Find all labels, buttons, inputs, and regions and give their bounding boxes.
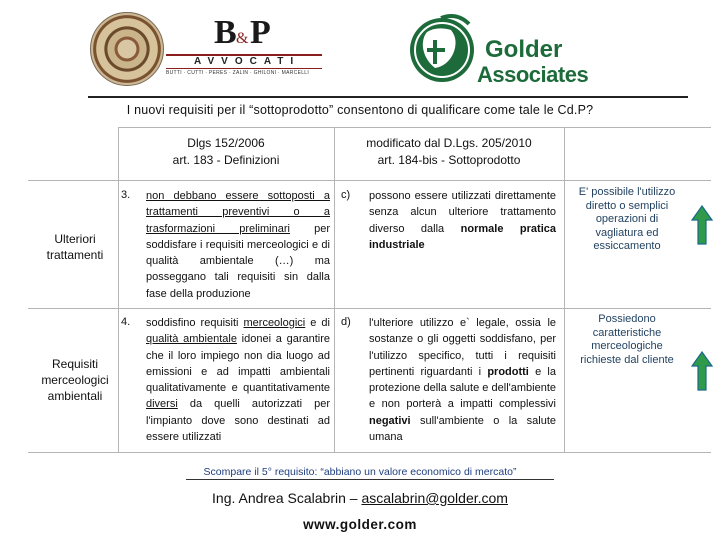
header-old-law <box>118 135 334 169</box>
old-text-underlined: non debbano essere sottoposti a trattamenti preventivi o a trasformazioni preliminari <box>146 190 330 235</box>
header-new-line1: modificato dal D.Lgs. 205/2010 <box>366 136 532 150</box>
bp-brand-p: P <box>250 14 271 51</box>
old-text-underlined: qualità ambientale <box>146 333 237 346</box>
bp-avvocati-logo <box>90 10 322 86</box>
bp-brand-and: & <box>236 30 249 47</box>
old-text: idonei a garantire che il loro impiego non dia luogo ad emissioni e ad impatti ambientali qualitativamente e quantitativamente <box>146 333 330 395</box>
new-text: possono essere utilizzati direttamente senza alcun ulteriore trattamento diverso dalla <box>369 190 556 235</box>
header-new-law <box>334 135 564 169</box>
new-text-bold: prodotti <box>487 365 529 378</box>
bp-partners: BUTTI · CUTTI · PERES · ZALIN · GHILONI · MARCELLI <box>166 70 310 76</box>
table-line <box>28 452 711 453</box>
old-text: da quelli autorizzati per l'impianto dove sono destinati ad essere utilizzati <box>146 398 330 444</box>
header-new-line2: art. 184-bis - Sottoprodotto <box>377 153 521 167</box>
new-marker: d) <box>341 316 351 328</box>
globe-icon <box>407 10 477 88</box>
footnote: Scompare il 5° requisito: “abbiano un valore economico di mercato” <box>203 466 517 478</box>
bp-subtitle: AVVOCATI <box>194 56 301 67</box>
old-text: soddisfino requisiti <box>146 317 244 329</box>
old-text-underlined: diversi <box>146 398 178 411</box>
table-line <box>564 127 565 453</box>
table-line <box>28 180 711 181</box>
old-text: per soddisfare i requisiti merceologici e di qualità ambientale (…) ma posseggano tali requisiti sin dalla fase della produzione <box>146 222 330 300</box>
new-text: l'ulteriore utilizzo e` legale, ossia le sostanze o gli oggetti soddisfano, per l'utilizzo specifico, tutti i requisiti pertinenti riguardanti i <box>369 317 556 378</box>
row-number: 3. <box>121 189 131 201</box>
row-label: Requisiti merceologici ambientali <box>41 357 109 403</box>
table-line <box>118 127 711 128</box>
table-line <box>334 127 335 453</box>
seal-icon <box>90 12 164 86</box>
table-line <box>28 308 711 309</box>
new-requirement-text <box>369 315 556 445</box>
new-text: sull'ambiente o la salute umana <box>369 414 556 444</box>
note-text: Possiedono caratteristiche merceologiche richieste dal cliente <box>580 313 674 366</box>
row-label: Ulteriori trattamenti <box>46 232 104 262</box>
bp-brand-b: B <box>214 14 236 51</box>
table-line <box>118 127 119 453</box>
golder-word: Golder <box>485 36 563 63</box>
old-text: e di <box>305 317 330 329</box>
row-number: 4. <box>121 316 131 328</box>
note-text: E' possibile l'utilizzo diretto o semplici operazioni di vagliatura ed essiccamento <box>578 186 676 252</box>
arrow-up-icon <box>691 205 713 245</box>
new-text-bold: negativi <box>369 414 411 427</box>
header-old-line2: art. 183 - Definizioni <box>172 153 280 167</box>
contact-name: Ing. Andrea Scalabrin – <box>212 490 362 506</box>
header-old-line1: Dlgs 152/2006 <box>187 136 265 150</box>
footnote-rule <box>186 479 554 480</box>
new-text-bold: normale pratica industriale <box>369 222 556 251</box>
new-requirement-text <box>369 188 556 253</box>
contact-email-link[interactable]: ascalabrin@golder.com <box>361 490 508 506</box>
website-link[interactable]: www.golder.com <box>303 517 417 532</box>
old-requirement-text <box>146 315 330 445</box>
header-rule <box>88 96 688 98</box>
old-text-underlined: merceologici <box>243 317 306 329</box>
golder-associates-logo <box>407 10 589 90</box>
bp-rule <box>166 68 322 69</box>
contact-line <box>0 490 720 506</box>
comparison-table <box>28 127 711 453</box>
new-text: e la protezione della salute e dell'ambiente e non porterà a impatti complessivi <box>369 365 556 411</box>
page-title: I nuovi requisiti per il “sottoprodotto” consentono di qualificare come tale le Cd.P? <box>126 103 594 117</box>
associates-word: Associates <box>477 62 589 87</box>
arrow-up-icon <box>691 351 713 391</box>
new-marker: c) <box>341 189 351 201</box>
old-requirement-text <box>146 188 330 302</box>
